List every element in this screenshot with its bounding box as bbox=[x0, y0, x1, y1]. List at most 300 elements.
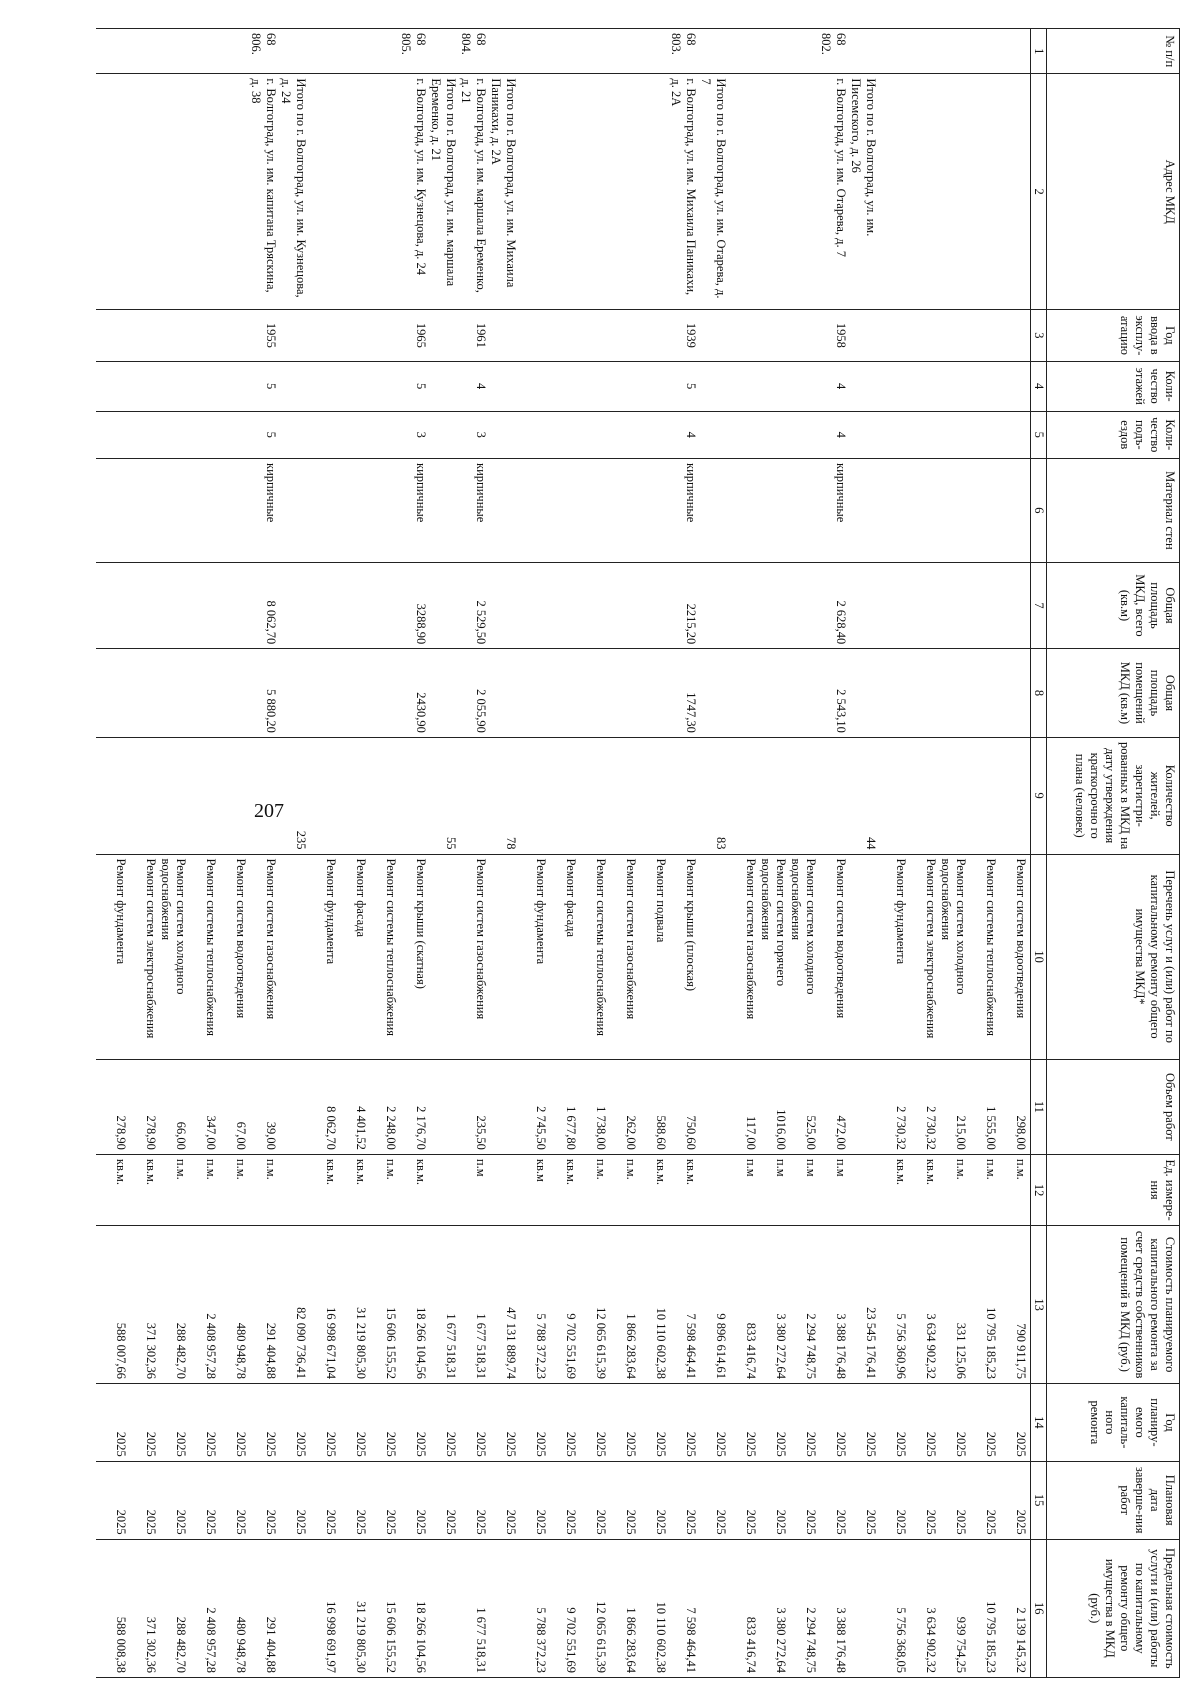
column-header-8: Общая площадь помещений МКД (кв.м) bbox=[1047, 649, 1180, 738]
end-date: 2025 bbox=[384, 1509, 398, 1535]
area-premises: 2430,90 bbox=[414, 692, 428, 733]
end-date: 2025 bbox=[474, 1509, 488, 1535]
column-cell-8 bbox=[96, 649, 1031, 738]
column-header-6: Материал стен bbox=[1047, 459, 1180, 563]
row-number bbox=[638, 33, 668, 69]
total-cell bbox=[848, 33, 878, 69]
entrances-count bbox=[218, 416, 248, 455]
column-header-3: Год ввода в эксплу-атацию bbox=[1047, 309, 1180, 361]
work-volume: 39,00 bbox=[264, 1121, 278, 1150]
residents bbox=[98, 742, 128, 850]
work-volume: 2 730,32 bbox=[894, 1106, 908, 1150]
entrances-count: 5 bbox=[264, 431, 278, 438]
floors-count bbox=[638, 366, 668, 407]
page-number: 207 bbox=[254, 800, 284, 822]
year-built bbox=[578, 314, 608, 357]
year-planned: 2025 bbox=[834, 1431, 848, 1457]
total-cell: 83 bbox=[714, 837, 728, 850]
end-date: 2025 bbox=[534, 1509, 548, 1535]
column-cell-4 bbox=[96, 361, 1031, 411]
address bbox=[788, 78, 818, 305]
area-premises: 1747,30 bbox=[684, 692, 698, 733]
address bbox=[938, 78, 968, 305]
address bbox=[548, 78, 578, 305]
column-header-7: Общая площадь МКД, всего (кв.м) bbox=[1047, 562, 1180, 648]
address bbox=[158, 78, 188, 305]
wall-material bbox=[638, 463, 668, 558]
max-cost: 588 008,38 bbox=[114, 1616, 128, 1673]
row-number bbox=[128, 33, 158, 69]
area-total bbox=[368, 567, 398, 644]
area-total: 2215,20 bbox=[684, 603, 698, 645]
residents bbox=[638, 742, 668, 850]
floors-count bbox=[218, 366, 248, 407]
work-cost: 10 795 185,23 bbox=[984, 1307, 998, 1379]
unit: п.м bbox=[744, 1158, 758, 1177]
total-cell bbox=[488, 366, 518, 407]
column-cell-5 bbox=[96, 411, 1031, 459]
table-body bbox=[96, 29, 1031, 1678]
end-date: 2025 bbox=[774, 1509, 788, 1535]
unit: п.м bbox=[804, 1158, 818, 1177]
end-date: 2025 bbox=[174, 1509, 188, 1535]
wall-material bbox=[218, 463, 248, 558]
wall-material bbox=[608, 463, 638, 558]
unit: п.м. bbox=[624, 1158, 638, 1180]
work-cost: 9 702 551,69 bbox=[564, 1313, 578, 1379]
column-header-10: Перечень услуг и (или) работ по капитальному ремонту общего имущества МКД* bbox=[1047, 854, 1180, 1059]
work-type: Ремонт систем холодного водоснабжения bbox=[789, 858, 818, 995]
year-built bbox=[878, 314, 908, 357]
year-built: 1965 bbox=[414, 322, 428, 348]
total-cell bbox=[698, 416, 728, 455]
year-built bbox=[548, 314, 578, 357]
year-built bbox=[218, 314, 248, 357]
address: г. Волгоград, ул. им. Михаила Паникахи, д. 2А bbox=[669, 78, 698, 296]
total-address: Итого по г. Волгоград, ул. им. Писемского, д. 26 bbox=[849, 78, 878, 237]
column-header-9: Количество жителей, зарегистри-рованных в МКД на дату утверждения краткосрочно го плана (человек) bbox=[1047, 737, 1180, 854]
total-cell bbox=[428, 366, 458, 407]
row-number bbox=[308, 33, 338, 69]
max-cost: 1 677 518,31 bbox=[474, 1607, 488, 1673]
year-planned: 2025 bbox=[624, 1431, 638, 1457]
residents bbox=[338, 742, 368, 850]
year-built bbox=[968, 314, 998, 357]
address bbox=[758, 78, 788, 305]
area-total: 3288,90 bbox=[414, 603, 428, 645]
area-premises: 2 055,90 bbox=[474, 689, 488, 733]
work-type: Ремонт системы теплоснабжения bbox=[594, 858, 608, 1036]
wall-material: кирпичные bbox=[684, 463, 698, 523]
entrances-count bbox=[308, 416, 338, 455]
address: г. Волгоград, ул. им. капитана Тряскина, д. 38 bbox=[249, 78, 278, 293]
column-number-4: 4 bbox=[1031, 361, 1047, 411]
entrances-count bbox=[338, 416, 368, 455]
work-cost: 7 598 464,41 bbox=[684, 1313, 698, 1379]
total-cell: 47 131 889,74 bbox=[504, 1307, 518, 1379]
unit: кв.м. bbox=[654, 1158, 668, 1186]
row-number bbox=[878, 33, 908, 69]
address bbox=[128, 78, 158, 305]
year-built bbox=[998, 314, 1028, 357]
residents bbox=[158, 742, 188, 850]
end-date: 2025 bbox=[564, 1509, 578, 1535]
residents bbox=[968, 742, 998, 850]
end-date: 2025 bbox=[204, 1509, 218, 1535]
column-cell-6 bbox=[96, 459, 1031, 563]
capital-repair-table bbox=[96, 28, 1180, 1678]
entrances-count bbox=[578, 416, 608, 455]
total-cell bbox=[848, 366, 878, 407]
total-address: Итого по г. Волгоград, ул. им. Отарева, д. 7 bbox=[699, 78, 728, 299]
year-planned: 2025 bbox=[654, 1431, 668, 1457]
work-type: Ремонт систем горячего водоснабжения bbox=[759, 858, 788, 987]
year-built bbox=[788, 314, 818, 357]
area-total bbox=[638, 567, 668, 644]
total-cell bbox=[278, 366, 308, 407]
total-cell bbox=[488, 416, 518, 455]
address bbox=[218, 78, 248, 305]
unit: п.м. bbox=[204, 1158, 218, 1180]
max-cost: 5 756 368,05 bbox=[894, 1607, 908, 1673]
row-number bbox=[548, 33, 578, 69]
unit: кв.м. bbox=[894, 1158, 908, 1186]
total-cell bbox=[698, 567, 728, 644]
residents bbox=[818, 742, 848, 850]
row-number bbox=[578, 33, 608, 69]
row-number bbox=[908, 33, 938, 69]
year-planned: 2025 bbox=[984, 1431, 998, 1457]
area-premises bbox=[758, 653, 788, 733]
max-cost: 5 788 372,23 bbox=[534, 1607, 548, 1673]
floors-count bbox=[308, 366, 338, 407]
area-premises bbox=[608, 653, 638, 733]
year-built bbox=[938, 314, 968, 357]
max-cost: 3 634 902,32 bbox=[924, 1607, 938, 1673]
total-cell bbox=[848, 463, 878, 558]
total-cell bbox=[488, 314, 518, 357]
area-total bbox=[188, 567, 218, 644]
address bbox=[98, 78, 128, 305]
max-cost: 480 948,78 bbox=[234, 1616, 248, 1673]
unit: кв.м. bbox=[924, 1158, 938, 1186]
column-number-16: 16 bbox=[1031, 1539, 1047, 1677]
column-header-11: Объем работ bbox=[1047, 1059, 1180, 1154]
entrances-count bbox=[758, 416, 788, 455]
work-cost: 288 482,70 bbox=[174, 1322, 188, 1379]
unit: п.м. bbox=[264, 1158, 278, 1180]
floors-count: 5 bbox=[414, 383, 428, 390]
column-number-6: 6 bbox=[1031, 459, 1047, 563]
area-total bbox=[908, 567, 938, 644]
work-cost: 3 634 902,32 bbox=[924, 1313, 938, 1379]
work-cost: 15 606 155,52 bbox=[384, 1307, 398, 1379]
column-number-11: 11 bbox=[1031, 1059, 1047, 1154]
work-type: Ремонт подвала bbox=[654, 858, 668, 943]
work-cost: 10 110 602,38 bbox=[654, 1307, 668, 1379]
row-number bbox=[608, 33, 638, 69]
floors-count bbox=[188, 366, 218, 407]
work-volume: 117,00 bbox=[744, 1115, 758, 1150]
work-volume: 215,00 bbox=[954, 1115, 968, 1150]
floors-count: 4 bbox=[834, 383, 848, 390]
floors-count bbox=[608, 366, 638, 407]
total-cell bbox=[278, 1159, 308, 1221]
floors-count bbox=[338, 366, 368, 407]
unit: кв.м bbox=[534, 1158, 548, 1182]
end-date: 2025 bbox=[834, 1509, 848, 1535]
entrances-count bbox=[548, 416, 578, 455]
entrances-count bbox=[188, 416, 218, 455]
max-cost: 16 998 691,97 bbox=[324, 1601, 338, 1673]
work-type: Ремонт крыши (скатная) bbox=[414, 858, 428, 989]
row-number bbox=[368, 33, 398, 69]
area-premises bbox=[308, 653, 338, 733]
max-cost: 2 408 957,28 bbox=[204, 1607, 218, 1673]
column-number-8: 8 bbox=[1031, 649, 1047, 738]
end-date: 2025 bbox=[684, 1509, 698, 1535]
work-cost: 2 408 957,28 bbox=[204, 1313, 218, 1379]
total-cell bbox=[698, 33, 728, 69]
unit: кв.м. bbox=[414, 1158, 428, 1186]
max-cost: 12 065 615,39 bbox=[594, 1601, 608, 1673]
work-volume: 262,00 bbox=[624, 1115, 638, 1150]
entrances-count bbox=[128, 416, 158, 455]
total-cell: 2025 bbox=[444, 1431, 458, 1457]
max-cost: 7 598 464,41 bbox=[684, 1607, 698, 1673]
work-type: Ремонт систем водоотведения bbox=[834, 858, 848, 1019]
year-planned: 2025 bbox=[384, 1431, 398, 1457]
year-built bbox=[758, 314, 788, 357]
total-cell bbox=[428, 314, 458, 357]
unit: п.м. bbox=[234, 1158, 248, 1180]
column-header-14: Год планиру-емого капиталь-ного ремонта bbox=[1047, 1383, 1180, 1461]
residents bbox=[548, 742, 578, 850]
entrances-count bbox=[878, 416, 908, 455]
work-volume: 1 677,80 bbox=[564, 1106, 578, 1150]
floors-count bbox=[158, 366, 188, 407]
row-number bbox=[158, 33, 188, 69]
work-volume: 750,60 bbox=[684, 1115, 698, 1150]
total-address: Итого по г. Волгоград, ул. им. Михаила Паникахи, д. 2А bbox=[489, 78, 518, 288]
unit: п.м. bbox=[594, 1158, 608, 1180]
year-planned: 2025 bbox=[354, 1431, 368, 1457]
work-type: Ремонт систем электроснабжения bbox=[924, 858, 938, 1039]
row-number bbox=[98, 33, 128, 69]
row-number: 68 805. bbox=[399, 33, 428, 55]
entrances-count bbox=[608, 416, 638, 455]
work-type: Ремонт фундамента bbox=[894, 858, 908, 965]
total-cell: 2025 bbox=[444, 1509, 458, 1535]
column-header-5: Коли-чество подъ-ездов bbox=[1047, 411, 1180, 459]
work-cost: 1 677 518,31 bbox=[474, 1313, 488, 1379]
area-premises bbox=[728, 653, 758, 733]
entrances-count bbox=[158, 416, 188, 455]
area-premises bbox=[218, 653, 248, 733]
address bbox=[188, 78, 218, 305]
work-type: Ремонт систем водоотведения bbox=[234, 858, 248, 1019]
work-cost: 5 788 372,23 bbox=[534, 1313, 548, 1379]
area-total bbox=[308, 567, 338, 644]
work-type: Ремонт систем холодного водоснабжения bbox=[159, 858, 188, 995]
year-planned: 2025 bbox=[174, 1431, 188, 1457]
work-type: Ремонт систем водоотведения bbox=[1014, 858, 1028, 1019]
total-cell: 2025 bbox=[504, 1431, 518, 1457]
row-number: 68 802. bbox=[819, 33, 848, 55]
total-cell bbox=[698, 653, 728, 733]
total-cell bbox=[698, 366, 728, 407]
unit: кв.м. bbox=[144, 1158, 158, 1186]
total-cell bbox=[848, 653, 878, 733]
column-number-9: 9 bbox=[1031, 737, 1047, 854]
year-planned: 2025 bbox=[1014, 1431, 1028, 1457]
year-built bbox=[908, 314, 938, 357]
residents bbox=[368, 742, 398, 850]
residents bbox=[668, 742, 698, 850]
total-cell bbox=[848, 1064, 878, 1150]
address bbox=[638, 78, 668, 305]
floors-count bbox=[998, 366, 1028, 407]
work-volume: 347,00 bbox=[204, 1115, 218, 1150]
end-date: 2025 bbox=[144, 1509, 158, 1535]
row-number bbox=[998, 33, 1028, 69]
total-cell bbox=[698, 1159, 728, 1221]
year-planned: 2025 bbox=[924, 1431, 938, 1457]
total-cell: 1 677 518,31 bbox=[444, 1313, 458, 1379]
floors-count bbox=[788, 366, 818, 407]
wall-material bbox=[968, 463, 998, 558]
year-planned: 2025 bbox=[774, 1431, 788, 1457]
column-header-2: Адрес МКД bbox=[1047, 74, 1180, 310]
total-cell bbox=[848, 416, 878, 455]
residents bbox=[758, 742, 788, 850]
total-cell bbox=[278, 1544, 308, 1673]
work-cost: 16 998 671,04 bbox=[324, 1307, 338, 1379]
column-cell-16 bbox=[96, 1539, 1031, 1677]
wall-material bbox=[308, 463, 338, 558]
area-total bbox=[578, 567, 608, 644]
wall-material bbox=[878, 463, 908, 558]
max-cost: 833 416,74 bbox=[744, 1616, 758, 1673]
work-type: Ремонт фундамента bbox=[534, 858, 548, 965]
address bbox=[518, 78, 548, 305]
year-planned: 2025 bbox=[684, 1431, 698, 1457]
floors-count bbox=[368, 366, 398, 407]
year-planned: 2025 bbox=[204, 1431, 218, 1457]
column-cell-7 bbox=[96, 562, 1031, 648]
total-cell bbox=[428, 1064, 458, 1150]
work-cost: 480 948,78 bbox=[234, 1322, 248, 1379]
address bbox=[368, 78, 398, 305]
area-total bbox=[998, 567, 1028, 644]
total-cell: 2025 bbox=[714, 1431, 728, 1457]
work-volume: 588,60 bbox=[654, 1115, 668, 1150]
row-number bbox=[728, 33, 758, 69]
residents bbox=[218, 742, 248, 850]
work-volume: 1016,00 bbox=[774, 1109, 788, 1150]
column-number-2: 2 bbox=[1031, 74, 1047, 310]
row-number bbox=[758, 33, 788, 69]
wall-material bbox=[128, 463, 158, 558]
residents bbox=[398, 742, 428, 850]
area-total: 2 628,40 bbox=[834, 600, 848, 645]
total-cell bbox=[428, 1544, 458, 1673]
total-cell bbox=[428, 33, 458, 69]
year-planned: 2025 bbox=[114, 1431, 128, 1457]
unit: кв.м. bbox=[354, 1158, 368, 1186]
wall-material: кирпичные bbox=[834, 463, 848, 523]
unit: п.м bbox=[834, 1158, 848, 1177]
area-premises bbox=[788, 653, 818, 733]
column-cell-1 bbox=[96, 29, 1031, 74]
residents bbox=[128, 742, 158, 850]
area-total bbox=[548, 567, 578, 644]
work-volume: 472,00 bbox=[834, 1115, 848, 1150]
table-header bbox=[1031, 29, 1180, 1678]
total-cell bbox=[698, 859, 728, 1055]
column-cell-2 bbox=[96, 74, 1031, 310]
total-cell bbox=[278, 567, 308, 644]
area-total bbox=[758, 567, 788, 644]
entrances-count: 4 bbox=[684, 431, 698, 438]
address bbox=[728, 78, 758, 305]
floors-count: 4 bbox=[474, 383, 488, 390]
year-built bbox=[728, 314, 758, 357]
entrances-count: 3 bbox=[474, 431, 488, 438]
column-number-10: 10 bbox=[1031, 854, 1047, 1059]
wall-material bbox=[98, 463, 128, 558]
work-volume: 1 555,00 bbox=[984, 1106, 998, 1150]
unit: п.м. bbox=[174, 1158, 188, 1180]
wall-material bbox=[998, 463, 1028, 558]
unit: п.м. bbox=[984, 1158, 998, 1180]
work-volume: 1 738,00 bbox=[594, 1106, 608, 1150]
year-built bbox=[98, 314, 128, 357]
residents bbox=[728, 742, 758, 850]
max-cost: 10 110 602,38 bbox=[654, 1601, 668, 1673]
column-cell-15 bbox=[96, 1461, 1031, 1539]
total-cell: 9 896 614,61 bbox=[714, 1313, 728, 1379]
work-type: Ремонт систем газоснабжения bbox=[744, 858, 758, 1020]
year-built: 1958 bbox=[834, 322, 848, 348]
work-cost: 291 404,88 bbox=[264, 1322, 278, 1379]
total-cell bbox=[488, 567, 518, 644]
total-cell bbox=[488, 1159, 518, 1221]
work-volume: 67,00 bbox=[234, 1121, 248, 1150]
area-total bbox=[608, 567, 638, 644]
floors-count bbox=[578, 366, 608, 407]
wall-material bbox=[788, 463, 818, 558]
work-volume: 8 062,70 bbox=[324, 1106, 338, 1150]
entrances-count bbox=[998, 416, 1028, 455]
area-premises bbox=[98, 653, 128, 733]
end-date: 2025 bbox=[1014, 1509, 1028, 1535]
total-cell bbox=[488, 653, 518, 733]
work-cost: 2 294 748,75 bbox=[804, 1313, 818, 1379]
work-type: Ремонт системы теплоснабжения bbox=[384, 858, 398, 1036]
total-cell bbox=[698, 1064, 728, 1150]
entrances-count: 3 bbox=[414, 431, 428, 438]
work-type: Ремонт систем газоснабжения bbox=[264, 858, 278, 1020]
area-premises: 2 543,10 bbox=[834, 689, 848, 733]
address bbox=[338, 78, 368, 305]
area-premises bbox=[638, 653, 668, 733]
row-number bbox=[938, 33, 968, 69]
column-number-5: 5 bbox=[1031, 411, 1047, 459]
year-built bbox=[608, 314, 638, 357]
wall-material bbox=[338, 463, 368, 558]
column-cell-10 bbox=[96, 854, 1031, 1059]
